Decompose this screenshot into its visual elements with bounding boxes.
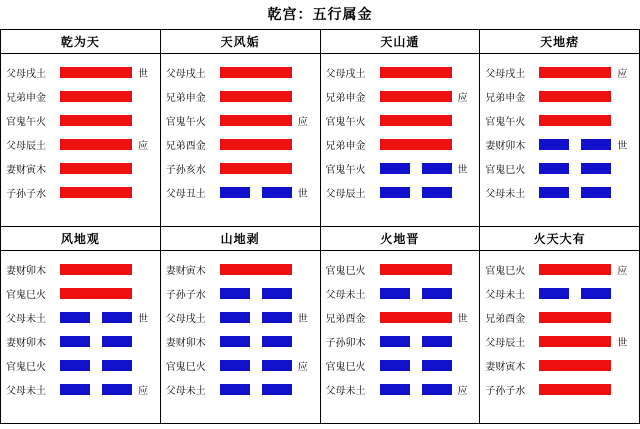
yin-line-icon — [539, 139, 611, 150]
line-marker: 世 — [297, 313, 308, 325]
hexagram-line-row — [321, 257, 480, 281]
line-marker: 应 — [138, 140, 148, 152]
hexagram-line-row — [480, 329, 639, 353]
hexagram-name: 天地痞 — [480, 30, 639, 54]
line-label: 官鬼巳火 — [165, 361, 206, 373]
line-marker: 应 — [297, 361, 308, 373]
hexagram-line-row — [321, 329, 480, 353]
line-marker: 世 — [297, 188, 308, 200]
hexagram-line-row — [161, 108, 320, 132]
hexagram-name: 火天大有 — [480, 227, 639, 251]
line-label: 子孙卯木 — [325, 337, 366, 349]
hexagram-line-row — [321, 156, 480, 180]
yin-line-icon — [380, 336, 452, 347]
hexagram-lines — [480, 54, 639, 204]
hexagram-name: 天山遁 — [321, 30, 480, 54]
yang-line-icon — [380, 115, 452, 126]
line-label: 妻财寅木 — [485, 361, 526, 373]
hexagram-cell — [161, 30, 321, 227]
hexagram-grid — [0, 29, 640, 424]
line-label: 父母戌土 — [6, 68, 46, 80]
line-label: 父母辰土 — [6, 140, 46, 152]
yin-line-icon — [220, 384, 292, 395]
hexagram-line-row — [480, 108, 639, 132]
hexagram-line-row — [161, 84, 320, 108]
hexagram-line-row — [161, 329, 320, 353]
yang-line-icon — [539, 264, 611, 275]
yin-line-icon — [220, 288, 292, 299]
hexagram-cell — [1, 30, 161, 227]
yang-line-icon — [220, 264, 292, 275]
hexagram-line-row — [480, 156, 639, 180]
yin-line-icon — [220, 360, 292, 371]
hexagram-name: 火地晋 — [321, 227, 480, 251]
line-label: 兄弟酉金 — [325, 313, 366, 325]
hexagram-lines — [480, 251, 639, 401]
hexagram-lines — [161, 251, 320, 401]
line-label: 兄弟酉金 — [485, 313, 526, 325]
yin-line-icon — [220, 312, 292, 323]
line-label: 妻财卯木 — [6, 265, 46, 277]
yang-line-icon — [220, 139, 292, 150]
line-marker: 应 — [457, 92, 468, 104]
line-label: 父母未土 — [485, 188, 526, 200]
hexagram-line-row — [161, 257, 320, 281]
hexagram-line-row — [321, 132, 480, 156]
line-label: 兄弟申金 — [6, 92, 46, 104]
hexagram-line-row — [321, 305, 480, 329]
yang-line-icon — [380, 312, 452, 323]
line-label: 兄弟申金 — [325, 92, 366, 104]
line-marker: 应 — [617, 68, 628, 80]
hexagram-line-row — [1, 108, 160, 132]
hexagram-name: 天风姤 — [161, 30, 320, 54]
hexagram-cell — [480, 227, 640, 424]
line-label: 父母未土 — [6, 313, 46, 325]
line-label: 官鬼午火 — [6, 116, 46, 128]
yang-line-icon — [539, 384, 611, 395]
yang-line-icon — [60, 67, 132, 78]
hexagram-line-row — [1, 132, 160, 156]
line-label: 父母戌土 — [165, 68, 206, 80]
line-label: 父母未土 — [325, 385, 366, 397]
hexagram-line-row — [1, 156, 160, 180]
yin-line-icon — [60, 312, 132, 323]
yang-line-icon — [60, 91, 132, 102]
hexagram-line-row — [321, 281, 480, 305]
yang-line-icon — [539, 115, 611, 126]
line-label: 官鬼午火 — [165, 116, 206, 128]
hexagram-line-row — [161, 156, 320, 180]
hexagram-line-row — [161, 377, 320, 401]
yang-line-icon — [220, 115, 292, 126]
hexagram-lines — [1, 251, 160, 401]
yang-line-icon — [380, 139, 452, 150]
yang-line-icon — [380, 67, 452, 78]
hexagram-cell — [480, 30, 640, 227]
line-label: 兄弟申金 — [485, 92, 526, 104]
line-label: 父母戌土 — [165, 313, 206, 325]
line-label: 子孙亥水 — [165, 164, 206, 176]
yang-line-icon — [220, 163, 292, 174]
hexagram-lines — [321, 251, 480, 401]
hexagram-name: 风地观 — [1, 227, 160, 251]
hexagram-line-row — [480, 84, 639, 108]
hexagram-line-row — [161, 353, 320, 377]
yang-line-icon — [220, 91, 292, 102]
hexagram-line-row — [1, 377, 160, 401]
hexagram-line-row — [1, 329, 160, 353]
line-label: 官鬼巳火 — [325, 265, 366, 277]
line-label: 官鬼巳火 — [485, 164, 526, 176]
hexagram-line-row — [480, 377, 639, 401]
hexagram-line-row — [321, 180, 480, 204]
line-label: 父母丑土 — [165, 188, 206, 200]
line-label: 兄弟申金 — [165, 92, 206, 104]
yang-line-icon — [60, 264, 132, 275]
line-marker: 世 — [138, 68, 148, 80]
line-label: 父母辰土 — [325, 188, 366, 200]
line-label: 父母未土 — [165, 385, 206, 397]
yin-line-icon — [380, 360, 452, 371]
yin-line-icon — [220, 187, 292, 198]
line-marker: 世 — [457, 164, 468, 176]
yang-line-icon — [220, 67, 292, 78]
line-marker: 世 — [457, 313, 468, 325]
line-label: 子孙子水 — [165, 289, 206, 301]
yin-line-icon — [380, 163, 452, 174]
line-label: 官鬼巳火 — [325, 361, 366, 373]
line-label: 父母辰土 — [485, 337, 526, 349]
hexagram-line-row — [1, 84, 160, 108]
hexagram-line-row — [480, 180, 639, 204]
hexagram-line-row — [480, 305, 639, 329]
yin-line-icon — [539, 288, 611, 299]
yang-line-icon — [539, 360, 611, 371]
hexagram-line-row — [1, 305, 160, 329]
line-label: 官鬼巳火 — [6, 361, 46, 373]
hexagram-cell — [321, 227, 481, 424]
hexagram-line-row — [161, 180, 320, 204]
hexagram-line-row — [1, 180, 160, 204]
yin-line-icon — [380, 384, 452, 395]
yang-line-icon — [539, 336, 611, 347]
hexagram-line-row — [161, 60, 320, 84]
yin-line-icon — [60, 336, 132, 347]
hexagram-line-row — [480, 281, 639, 305]
hexagram-cell — [161, 227, 321, 424]
line-label: 父母未土 — [485, 289, 526, 301]
hexagram-line-row — [480, 132, 639, 156]
line-marker: 世 — [617, 337, 628, 349]
hexagram-cell — [1, 227, 161, 424]
line-marker: 世 — [138, 313, 148, 325]
hexagram-lines — [161, 54, 320, 204]
line-label: 官鬼午火 — [325, 164, 366, 176]
line-label: 父母未土 — [325, 289, 366, 301]
line-label: 兄弟申金 — [325, 140, 366, 152]
page-title: 乾宫：五行属金 — [267, 6, 373, 22]
hexagram-line-row — [1, 353, 160, 377]
yang-line-icon — [60, 187, 132, 198]
line-label: 官鬼巳火 — [485, 265, 526, 277]
line-label: 官鬼午火 — [325, 116, 366, 128]
line-label: 妻财寅木 — [165, 265, 206, 277]
yin-line-icon — [380, 288, 452, 299]
line-label: 官鬼午火 — [485, 116, 526, 128]
hexagram-lines — [321, 54, 480, 204]
yang-line-icon — [380, 91, 452, 102]
hexagram-line-row — [321, 60, 480, 84]
hexagram-line-row — [480, 353, 639, 377]
line-label: 妻财寅木 — [6, 164, 46, 176]
yin-line-icon — [220, 336, 292, 347]
yang-line-icon — [539, 312, 611, 323]
yang-line-icon — [60, 139, 132, 150]
yin-line-icon — [60, 360, 132, 371]
hexagram-line-row — [161, 281, 320, 305]
line-label: 子孙子水 — [485, 385, 526, 397]
hexagram-line-row — [321, 84, 480, 108]
hexagram-line-row — [321, 353, 480, 377]
hexagram-line-row — [321, 108, 480, 132]
line-label: 父母戌土 — [325, 68, 366, 80]
line-label: 子孙子水 — [6, 188, 46, 200]
hexagram-line-row — [480, 257, 639, 281]
yang-line-icon — [60, 288, 132, 299]
yin-line-icon — [539, 163, 611, 174]
hexagram-line-row — [1, 60, 160, 84]
line-marker: 应 — [617, 265, 628, 277]
line-marker: 世 — [617, 140, 628, 152]
yin-line-icon — [380, 187, 452, 198]
hexagram-cell — [321, 30, 481, 227]
yang-line-icon — [539, 91, 611, 102]
line-label: 父母未土 — [6, 385, 46, 397]
line-marker: 应 — [297, 116, 308, 128]
hexagram-name: 山地剥 — [161, 227, 320, 251]
yang-line-icon — [60, 163, 132, 174]
hexagram-lines — [1, 54, 160, 204]
line-marker: 应 — [138, 385, 148, 397]
yin-line-icon — [60, 384, 132, 395]
hexagram-line-row — [1, 281, 160, 305]
yang-line-icon — [60, 115, 132, 126]
hexagram-name: 乾为天 — [1, 30, 160, 54]
line-label: 妻财卯木 — [165, 337, 206, 349]
line-label: 父母戌土 — [485, 68, 526, 80]
line-label: 官鬼巳火 — [6, 289, 46, 301]
line-label: 妻财卯木 — [6, 337, 46, 349]
line-label: 妻财卯木 — [485, 140, 526, 152]
hexagram-line-row — [1, 257, 160, 281]
hexagram-line-row — [161, 132, 320, 156]
hexagram-line-row — [161, 305, 320, 329]
hexagram-line-row — [480, 60, 639, 84]
hexagram-line-row — [321, 377, 480, 401]
line-marker: 应 — [457, 385, 468, 397]
yin-line-icon — [539, 187, 611, 198]
line-label: 兄弟酉金 — [165, 140, 206, 152]
yang-line-icon — [380, 264, 452, 275]
yang-line-icon — [539, 67, 611, 78]
